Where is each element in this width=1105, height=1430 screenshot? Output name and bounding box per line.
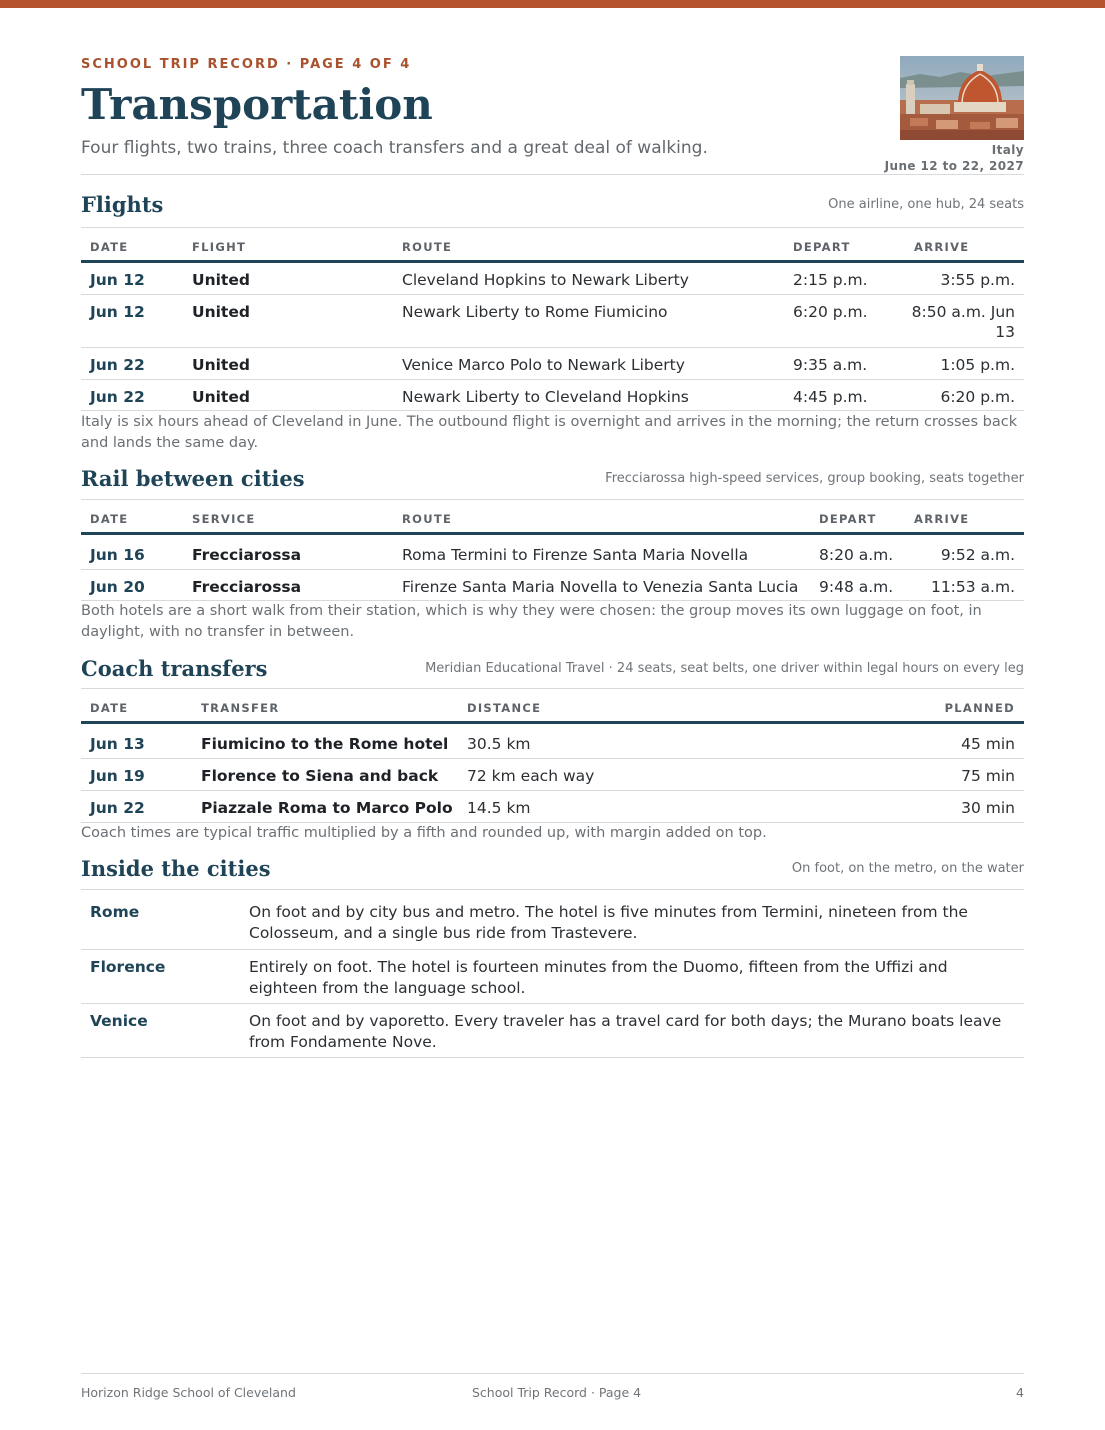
table-row bbox=[81, 263, 1024, 295]
footer-school: Horizon Ridge School of Cleveland bbox=[81, 1385, 296, 1400]
page-title: Transportation bbox=[81, 80, 433, 129]
flight-depart: 2:15 p.m. bbox=[793, 271, 868, 289]
cities-title: Inside the cities bbox=[81, 856, 271, 881]
rail-depart: 8:20 a.m. bbox=[819, 546, 894, 564]
table-row bbox=[81, 295, 1024, 348]
rail-route: Roma Termini to Firenze Santa Maria Novella bbox=[402, 546, 749, 564]
column-header: SERVICE bbox=[192, 512, 256, 526]
table-row bbox=[81, 538, 1024, 570]
table-row bbox=[81, 380, 1024, 411]
column-header: DATE bbox=[90, 701, 129, 715]
coach-distance: 72 km each way bbox=[467, 767, 595, 785]
flight-depart: 9:35 a.m. bbox=[793, 356, 868, 374]
page-number: 4 bbox=[1016, 1385, 1024, 1400]
rail-title: Rail between cities bbox=[81, 466, 305, 491]
rail-arrive: 9:52 a.m. bbox=[940, 546, 1015, 564]
trip-country: Italy bbox=[991, 143, 1024, 157]
rail-service: Frecciarossa bbox=[192, 578, 302, 596]
flight-airline: United bbox=[192, 303, 250, 321]
coach-planned: 45 min bbox=[961, 735, 1015, 753]
city-description: On foot and by city bus and metro. The hotel is five minutes from Termini, nineteen from the Colosseum, and a single bus ride from Trastevere. bbox=[249, 903, 968, 942]
table-row bbox=[81, 791, 1024, 823]
coach-planned: 75 min bbox=[961, 767, 1015, 785]
coach-table-header bbox=[81, 688, 1024, 724]
column-header: PLANNED bbox=[944, 701, 1015, 715]
column-header: ARRIVE bbox=[914, 240, 970, 254]
flight-airline: United bbox=[192, 388, 250, 406]
rail-date: Jun 20 bbox=[90, 578, 145, 596]
coach-distance: 14.5 km bbox=[467, 799, 531, 817]
coach-transfer: Florence to Siena and back bbox=[201, 767, 439, 785]
flight-depart: 6:20 p.m. bbox=[793, 303, 868, 321]
coach-date: Jun 19 bbox=[90, 767, 145, 785]
flights-section-header bbox=[81, 192, 1024, 218]
flight-route: Venice Marco Polo to Newark Liberty bbox=[402, 356, 685, 374]
flight-route: Cleveland Hopkins to Newark Liberty bbox=[402, 271, 689, 289]
rail-arrive: 11:53 a.m. bbox=[930, 578, 1015, 596]
table-row bbox=[81, 759, 1024, 791]
city-name: Florence bbox=[90, 958, 166, 976]
flight-arrive: 8:50 a.m. Jun bbox=[911, 303, 1015, 321]
trip-meta bbox=[885, 142, 1024, 174]
flights-footnote: Italy is six hours ahead of Cleveland in June. The outbound flight is overnight and arrives in the morning; the return crosses back and lands the same day. bbox=[81, 414, 1018, 451]
rail-route: Firenze Santa Maria Novella to Venezia Santa Lucia bbox=[402, 578, 799, 596]
rail-date: Jun 16 bbox=[90, 546, 145, 564]
flights-title: Flights bbox=[81, 192, 164, 217]
column-header: DEPART bbox=[819, 512, 877, 526]
coach-title: Coach transfers bbox=[81, 656, 268, 681]
coach-date: Jun 22 bbox=[90, 799, 145, 817]
city-name: Rome bbox=[90, 903, 140, 921]
flight-date: Jun 12 bbox=[90, 271, 145, 289]
rail-section-header bbox=[81, 466, 1024, 492]
flights-table-header bbox=[81, 227, 1024, 263]
column-header: ARRIVE bbox=[914, 512, 970, 526]
coach-transfer: Piazzale Roma to Marco Polo bbox=[201, 799, 453, 817]
city-description: On foot and by vaporetto. Every traveler has a travel card for both days; the Murano boats leave from Fondamente Nove. bbox=[249, 1012, 1002, 1051]
coach-section-header bbox=[81, 656, 1024, 682]
flight-depart: 4:45 p.m. bbox=[793, 388, 868, 406]
table-row bbox=[81, 727, 1024, 759]
page-kicker: SCHOOL TRIP RECORD · PAGE 4 OF 4 bbox=[81, 57, 412, 72]
footer-divider bbox=[81, 1373, 1024, 1374]
coach-transfer: Fiumicino to the Rome hotel bbox=[201, 735, 449, 753]
accent-bar bbox=[0, 0, 1105, 8]
flight-airline: United bbox=[192, 271, 250, 289]
footer-title: School Trip Record · Page 4 bbox=[472, 1385, 642, 1400]
flight-route: Newark Liberty to Cleveland Hopkins bbox=[402, 388, 689, 406]
rail-note: Frecciarossa high-speed services, group booking, seats together bbox=[605, 471, 1024, 486]
rail-table-header bbox=[81, 499, 1024, 535]
list-item bbox=[81, 890, 1024, 950]
flight-arrive-continued: 13 bbox=[995, 323, 1015, 341]
column-header: FLIGHT bbox=[192, 240, 247, 254]
column-header: ROUTE bbox=[402, 512, 453, 526]
cities-section-header bbox=[81, 856, 1024, 882]
table-row bbox=[81, 348, 1024, 380]
cities-note: On foot, on the metro, on the water bbox=[791, 861, 1024, 876]
flight-date: Jun 12 bbox=[90, 303, 145, 321]
flight-arrive: 3:55 p.m. bbox=[940, 271, 1015, 289]
list-item bbox=[81, 1004, 1024, 1058]
column-header: TRANSFER bbox=[201, 701, 280, 715]
header-divider bbox=[81, 174, 1024, 175]
coach-date: Jun 13 bbox=[90, 735, 145, 753]
flight-route: Newark Liberty to Rome Fiumicino bbox=[402, 303, 668, 321]
table-row bbox=[81, 570, 1024, 601]
coach-distance: 30.5 km bbox=[467, 735, 531, 753]
coach-planned: 30 min bbox=[961, 799, 1015, 817]
flight-date: Jun 22 bbox=[90, 388, 145, 406]
florence-cathedral-photo bbox=[900, 56, 1024, 140]
flight-airline: United bbox=[192, 356, 250, 374]
flights-note: One airline, one hub, 24 seats bbox=[828, 197, 1024, 212]
flight-arrive: 6:20 p.m. bbox=[940, 388, 1015, 406]
coach-note: Meridian Educational Travel · 24 seats, seat belts, one driver within legal hours on every leg bbox=[425, 661, 1024, 676]
column-header: DISTANCE bbox=[467, 701, 542, 715]
coach-footnote: Coach times are typical traffic multiplied by a fifth and rounded up, with margin added on top. bbox=[81, 825, 767, 841]
trip-dates: June 12 to 22, 2027 bbox=[884, 159, 1024, 173]
column-header: DATE bbox=[90, 240, 129, 254]
column-header: DEPART bbox=[793, 240, 851, 254]
column-header: DATE bbox=[90, 512, 129, 526]
flight-date: Jun 22 bbox=[90, 356, 145, 374]
rail-service: Frecciarossa bbox=[192, 546, 302, 564]
flight-arrive: 1:05 p.m. bbox=[940, 356, 1015, 374]
rail-depart: 9:48 a.m. bbox=[819, 578, 894, 596]
rail-footnote: Both hotels are a short walk from their station, which is why they were chosen: the group moves its own luggage on foot, in daylight, with no transfer in between. bbox=[81, 603, 982, 640]
list-item bbox=[81, 950, 1024, 1004]
city-description: Entirely on foot. The hotel is fourteen minutes from the Duomo, fifteen from the Uffizi and eighteen from the language school. bbox=[249, 958, 948, 997]
page-subtitle: Four flights, two trains, three coach transfers and a great deal of walking. bbox=[81, 138, 708, 158]
city-name: Venice bbox=[90, 1012, 148, 1030]
column-header: ROUTE bbox=[402, 240, 453, 254]
